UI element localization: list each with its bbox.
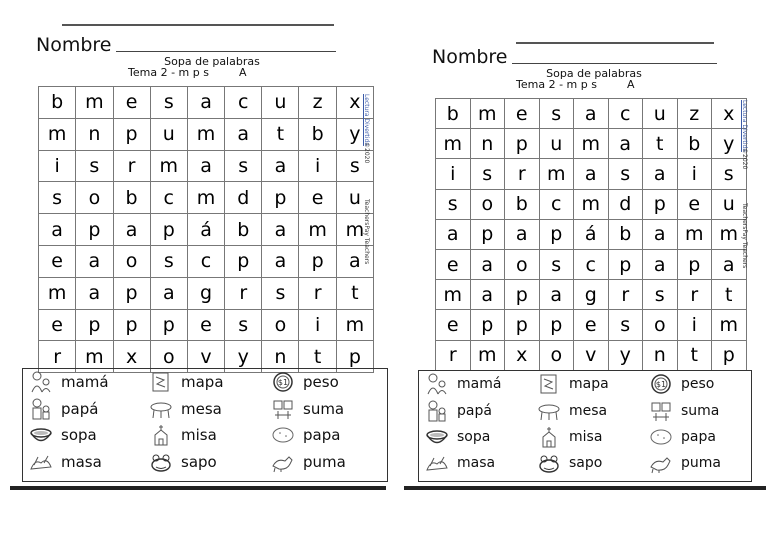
worksheet-right xyxy=(416,38,754,493)
grid-cell[interactable]: m xyxy=(677,219,712,249)
grid-cell[interactable]: p xyxy=(113,277,150,309)
grid-cell[interactable]: e xyxy=(436,310,471,340)
version-label: A xyxy=(626,78,635,91)
word-bank-item xyxy=(425,452,495,474)
grid-cell[interactable]: s xyxy=(712,159,747,189)
word-bank-item xyxy=(29,371,109,393)
worksheet-left xyxy=(22,24,374,494)
grid-cell[interactable]: c xyxy=(608,99,643,129)
word-label: sopa xyxy=(457,429,491,445)
grid-cell[interactable]: u xyxy=(539,129,574,159)
grid-cell[interactable]: y xyxy=(336,118,373,150)
grid-cell[interactable]: m xyxy=(336,214,373,246)
grid-cell[interactable]: b xyxy=(608,219,643,249)
grid-cell[interactable]: x xyxy=(336,87,373,119)
grid-cell[interactable]: i xyxy=(677,159,712,189)
grid-cell[interactable]: s xyxy=(608,310,643,340)
grid-cell[interactable]: p xyxy=(262,182,299,214)
topic-label: Tema 2 - m p s xyxy=(516,78,597,91)
grid-cell[interactable]: a xyxy=(76,277,113,309)
grid-cell[interactable]: e xyxy=(113,87,150,119)
grid-cell[interactable]: m xyxy=(470,99,505,129)
grid-cell[interactable]: z xyxy=(299,87,336,119)
grid-cell[interactable]: b xyxy=(225,214,262,246)
grid-cell[interactable]: y xyxy=(608,340,643,370)
dough-icon xyxy=(29,451,53,473)
grid-cell[interactable]: i xyxy=(299,309,336,341)
grid-cell[interactable]: s xyxy=(76,150,113,182)
church-icon xyxy=(537,426,561,448)
grid-cell[interactable]: t xyxy=(677,340,712,370)
puma-icon xyxy=(649,452,673,474)
grid-cell[interactable]: s xyxy=(262,277,299,309)
grid-cell[interactable]: r xyxy=(505,159,540,189)
grid-row xyxy=(436,129,747,159)
grid-cell[interactable]: c xyxy=(187,245,224,277)
grid-cell[interactable]: i xyxy=(436,159,471,189)
grid-cell[interactable]: r xyxy=(677,280,712,310)
frog-icon xyxy=(149,451,173,473)
grid-cell[interactable]: s xyxy=(150,87,187,119)
grid-cell[interactable]: g xyxy=(574,280,609,310)
grid-cell[interactable]: m xyxy=(470,340,505,370)
grid-cell[interactable]: a xyxy=(262,214,299,246)
word-bank-item xyxy=(29,398,98,420)
grid-cell[interactable]: p xyxy=(113,309,150,341)
grid-cell[interactable]: a xyxy=(643,249,678,279)
grid-cell[interactable]: i xyxy=(39,150,76,182)
side-credit-year: ©2020 xyxy=(741,148,748,170)
grid-row xyxy=(39,87,374,119)
grid-cell[interactable]: p xyxy=(643,189,678,219)
grid-cell[interactable]: t xyxy=(336,277,373,309)
word-bank-item xyxy=(425,426,490,448)
word-label: sopa xyxy=(61,426,97,444)
word-bank-item xyxy=(149,398,222,420)
word-label: sapo xyxy=(569,455,603,471)
name-label: Nombre xyxy=(36,34,112,56)
grid-cell[interactable]: y xyxy=(225,341,262,373)
grid-cell[interactable]: b xyxy=(505,189,540,219)
grid-cell[interactable]: s xyxy=(539,99,574,129)
grid-cell[interactable]: a xyxy=(262,245,299,277)
grid-cell[interactable]: x xyxy=(113,341,150,373)
name-input-line[interactable] xyxy=(512,62,717,64)
grid-cell[interactable]: r xyxy=(436,340,471,370)
table-icon xyxy=(537,400,561,422)
grid-cell[interactable]: m xyxy=(574,189,609,219)
word-label: suma xyxy=(681,403,720,419)
side-credit-year: ©2020 xyxy=(363,142,370,164)
grid-cell[interactable]: s xyxy=(539,249,574,279)
grid-cell[interactable]: d xyxy=(225,182,262,214)
grid-row xyxy=(436,159,747,189)
word-bank-item xyxy=(149,424,217,446)
grid-row xyxy=(39,182,374,214)
grid-cell[interactable]: v xyxy=(187,341,224,373)
grid-cell[interactable]: m xyxy=(574,129,609,159)
grid-row xyxy=(436,99,747,129)
word-bank-item xyxy=(149,451,217,473)
grid-cell[interactable]: o xyxy=(76,182,113,214)
grid-cell[interactable]: u xyxy=(643,99,678,129)
word-bank-item xyxy=(29,424,97,446)
grid-cell[interactable]: n xyxy=(262,341,299,373)
grid-cell[interactable]: a xyxy=(262,150,299,182)
grid-cell[interactable]: e xyxy=(677,189,712,219)
letter-grid xyxy=(435,98,747,371)
puma-icon xyxy=(271,451,295,473)
word-label: mapa xyxy=(569,376,609,392)
coin-icon xyxy=(649,373,673,395)
grid-cell[interactable]: p xyxy=(76,214,113,246)
grid-row xyxy=(436,280,747,310)
grid-row xyxy=(39,245,374,277)
word-label: papa xyxy=(303,426,341,444)
grid-row xyxy=(436,310,747,340)
grid-cell[interactable]: s xyxy=(608,159,643,189)
grid-cell[interactable]: c xyxy=(150,182,187,214)
grid-cell[interactable]: b xyxy=(677,129,712,159)
grid-cell[interactable]: n xyxy=(470,129,505,159)
grid-cell[interactable]: s xyxy=(225,309,262,341)
grid-cell[interactable]: e xyxy=(39,309,76,341)
grid-cell[interactable]: a xyxy=(470,249,505,279)
grid-row xyxy=(436,219,747,249)
grid-cell[interactable]: s xyxy=(39,182,76,214)
word-bank xyxy=(22,368,388,482)
grid-cell[interactable]: e xyxy=(187,309,224,341)
grid-cell[interactable]: a xyxy=(225,118,262,150)
grid-cell[interactable]: m xyxy=(436,280,471,310)
grid-cell[interactable]: m xyxy=(187,182,224,214)
grid-cell[interactable]: b xyxy=(113,182,150,214)
word-label: puma xyxy=(303,453,346,471)
grid-row xyxy=(39,118,374,150)
grid-cell[interactable]: á xyxy=(187,214,224,246)
grid-cell[interactable]: e xyxy=(505,99,540,129)
grid-cell[interactable]: r xyxy=(113,150,150,182)
grid-cell[interactable]: u xyxy=(336,182,373,214)
grid-cell[interactable]: a xyxy=(113,214,150,246)
grid-cell[interactable]: a xyxy=(643,219,678,249)
grid-cell[interactable]: p xyxy=(150,214,187,246)
grid-cell[interactable]: p xyxy=(608,249,643,279)
grid-cell[interactable]: p xyxy=(113,118,150,150)
grid-cell[interactable]: m xyxy=(150,150,187,182)
side-credit-store: TeachersPay Teachers xyxy=(741,203,748,269)
word-bank-item xyxy=(271,371,339,393)
word-label: masa xyxy=(457,455,496,471)
name-row xyxy=(36,34,336,56)
word-bank-item xyxy=(271,398,344,420)
grid-cell[interactable]: s xyxy=(225,150,262,182)
word-label: peso xyxy=(681,376,715,392)
grid-cell[interactable]: i xyxy=(299,150,336,182)
word-bank-item xyxy=(537,373,609,395)
grid-cell[interactable]: m xyxy=(336,309,373,341)
word-bank-item xyxy=(537,426,602,448)
grid-cell[interactable]: m xyxy=(39,118,76,150)
svg-text:$1: $1 xyxy=(655,380,667,389)
grid-cell[interactable]: c xyxy=(574,249,609,279)
grid-cell[interactable]: p xyxy=(677,249,712,279)
grid-cell[interactable]: a xyxy=(574,99,609,129)
dough-icon xyxy=(425,452,449,474)
version-label: A xyxy=(238,66,247,79)
word-label: mesa xyxy=(569,403,608,419)
potato-icon xyxy=(649,426,673,448)
grid-cell[interactable]: u xyxy=(712,189,747,219)
grid-cell[interactable]: i xyxy=(677,310,712,340)
grid-cell[interactable]: d xyxy=(608,189,643,219)
father-child-icon xyxy=(425,400,449,422)
grid-cell[interactable]: u xyxy=(262,87,299,119)
grid-row xyxy=(436,189,747,219)
grid-cell[interactable]: e xyxy=(574,310,609,340)
grid-cell[interactable]: p xyxy=(505,280,540,310)
grid-cell[interactable]: b xyxy=(299,118,336,150)
grid-cell[interactable]: r xyxy=(39,341,76,373)
grid-cell[interactable]: a xyxy=(608,129,643,159)
grid-cell[interactable]: s xyxy=(150,245,187,277)
grid-cell[interactable]: n xyxy=(76,118,113,150)
word-bank-item xyxy=(649,400,719,422)
bottom-border xyxy=(404,486,766,490)
grid-cell[interactable]: m xyxy=(712,219,747,249)
grid-cell[interactable]: s xyxy=(470,159,505,189)
word-label: mapa xyxy=(181,373,224,391)
name-label: Nombre xyxy=(432,46,508,68)
grid-cell[interactable]: p xyxy=(225,245,262,277)
word-bank-item xyxy=(537,400,607,422)
counting-icon xyxy=(271,398,295,420)
word-label: mamá xyxy=(457,376,502,392)
grid-cell[interactable]: c xyxy=(225,87,262,119)
grid-cell[interactable]: r xyxy=(225,277,262,309)
grid-cell[interactable]: a xyxy=(187,87,224,119)
grid-cell[interactable]: r xyxy=(608,280,643,310)
svg-text:$1: $1 xyxy=(277,378,289,387)
grid-cell[interactable]: p xyxy=(299,245,336,277)
grid-cell[interactable]: a xyxy=(505,219,540,249)
letter-grid xyxy=(38,86,374,373)
grid-cell[interactable]: s xyxy=(643,280,678,310)
grid-row xyxy=(39,150,374,182)
grid-cell[interactable]: m xyxy=(39,277,76,309)
grid-cell[interactable]: m xyxy=(76,341,113,373)
grid-row xyxy=(436,340,747,370)
grid-cell[interactable]: z xyxy=(677,99,712,129)
father-child-icon xyxy=(29,398,53,420)
grid-cell[interactable]: p xyxy=(505,310,540,340)
grid-cell[interactable]: a xyxy=(574,159,609,189)
word-label: mesa xyxy=(181,400,222,418)
word-label: mamá xyxy=(61,373,109,391)
grid-cell[interactable]: p xyxy=(712,340,747,370)
grid-cell[interactable]: a xyxy=(470,280,505,310)
soup-bowl-icon xyxy=(425,426,449,448)
grid-cell[interactable]: a xyxy=(436,219,471,249)
grid-cell[interactable]: b xyxy=(436,99,471,129)
grid-cell[interactable]: m xyxy=(299,214,336,246)
word-label: sapo xyxy=(181,453,217,471)
grid-cell[interactable]: o xyxy=(262,309,299,341)
grid-cell[interactable]: n xyxy=(643,340,678,370)
grid-cell[interactable]: m xyxy=(187,118,224,150)
grid-cell[interactable]: a xyxy=(643,159,678,189)
grid-cell[interactable]: p xyxy=(470,310,505,340)
grid-cell[interactable]: e xyxy=(39,245,76,277)
coin-icon xyxy=(271,371,295,393)
frog-icon xyxy=(537,452,561,474)
bottom-border xyxy=(10,486,386,490)
grid-cell[interactable]: g xyxy=(187,277,224,309)
grid-cell[interactable]: a xyxy=(539,280,574,310)
grid-cell[interactable]: u xyxy=(150,118,187,150)
grid-cell[interactable]: o xyxy=(150,341,187,373)
grid-cell[interactable]: p xyxy=(539,310,574,340)
worksheet-subtitle xyxy=(128,67,246,78)
word-label: papá xyxy=(457,403,492,419)
grid-cell[interactable]: m xyxy=(76,87,113,119)
mother-child-icon xyxy=(425,373,449,395)
side-credit-brand: Lectura Divertida xyxy=(741,100,748,152)
word-bank-item xyxy=(271,424,340,446)
grid-cell[interactable]: y xyxy=(712,129,747,159)
grid-cell[interactable]: m xyxy=(539,159,574,189)
grid-cell[interactable]: x xyxy=(505,340,540,370)
grid-cell[interactable]: o xyxy=(643,310,678,340)
grid-cell[interactable]: a xyxy=(336,245,373,277)
word-label: masa xyxy=(61,453,102,471)
word-bank-item xyxy=(537,452,602,474)
grid-cell[interactable]: e xyxy=(299,182,336,214)
mother-child-icon xyxy=(29,371,53,393)
grid-row xyxy=(436,249,747,279)
grid-cell[interactable]: o xyxy=(113,245,150,277)
name-row xyxy=(432,46,717,68)
grid-cell[interactable]: o xyxy=(470,189,505,219)
word-bank-item xyxy=(649,426,716,448)
top-border xyxy=(516,42,714,44)
grid-cell[interactable]: s xyxy=(336,150,373,182)
potato-icon xyxy=(271,424,295,446)
worksheet-title: Sopa de palabras xyxy=(546,67,642,80)
top-border xyxy=(62,24,334,26)
word-label: papá xyxy=(61,400,99,418)
word-label: misa xyxy=(569,429,603,445)
grid-cell[interactable]: c xyxy=(539,189,574,219)
grid-cell[interactable]: t xyxy=(299,341,336,373)
grid-row xyxy=(39,214,374,246)
soup-bowl-icon xyxy=(29,424,53,446)
grid-cell[interactable]: b xyxy=(39,87,76,119)
grid-cell[interactable]: a xyxy=(150,277,187,309)
grid-cell[interactable]: o xyxy=(505,249,540,279)
word-bank-item xyxy=(649,452,721,474)
grid-cell[interactable]: p xyxy=(76,309,113,341)
grid-cell[interactable]: o xyxy=(539,340,574,370)
grid-cell[interactable]: p xyxy=(150,309,187,341)
word-label: puma xyxy=(681,455,721,471)
grid-cell[interactable]: p xyxy=(505,129,540,159)
word-bank-item xyxy=(425,400,492,422)
table-icon xyxy=(149,398,173,420)
grid-cell[interactable]: s xyxy=(436,189,471,219)
topic-label: Tema 2 - m p s xyxy=(128,66,209,79)
side-credit-store: TeachersPay Teachers xyxy=(363,199,370,265)
grid-cell[interactable]: p xyxy=(539,219,574,249)
word-bank-item xyxy=(271,451,346,473)
map-icon xyxy=(537,373,561,395)
grid-cell[interactable]: e xyxy=(436,249,471,279)
word-bank-item xyxy=(149,371,224,393)
word-label: papa xyxy=(681,429,716,445)
grid-cell[interactable]: m xyxy=(712,310,747,340)
side-credit-brand: Lectura Divertida xyxy=(363,94,370,146)
grid-cell[interactable]: v xyxy=(574,340,609,370)
grid-cell[interactable]: a xyxy=(39,214,76,246)
grid-cell[interactable]: p xyxy=(470,219,505,249)
grid-cell[interactable]: a xyxy=(187,150,224,182)
grid-cell[interactable]: p xyxy=(336,341,373,373)
word-bank xyxy=(418,370,752,482)
grid-row xyxy=(39,277,374,309)
word-bank-item xyxy=(425,373,501,395)
grid-row xyxy=(39,309,374,341)
counting-icon xyxy=(649,400,673,422)
word-label: peso xyxy=(303,373,339,391)
grid-cell[interactable]: r xyxy=(299,277,336,309)
word-label: suma xyxy=(303,400,345,418)
grid-cell[interactable]: a xyxy=(76,245,113,277)
grid-cell[interactable]: a xyxy=(712,249,747,279)
word-bank-item xyxy=(649,373,714,395)
grid-cell[interactable]: m xyxy=(436,129,471,159)
church-icon xyxy=(149,424,173,446)
word-bank-item xyxy=(29,451,102,473)
map-icon xyxy=(149,371,173,393)
grid-cell[interactable]: t xyxy=(712,280,747,310)
worksheet-subtitle xyxy=(516,79,634,90)
grid-cell[interactable]: x xyxy=(712,99,747,129)
grid-cell[interactable]: á xyxy=(574,219,609,249)
grid-cell[interactable]: t xyxy=(643,129,678,159)
word-label: misa xyxy=(181,426,217,444)
grid-cell[interactable]: t xyxy=(262,118,299,150)
worksheet-title: Sopa de palabras xyxy=(164,55,260,68)
name-input-line[interactable] xyxy=(116,50,336,52)
